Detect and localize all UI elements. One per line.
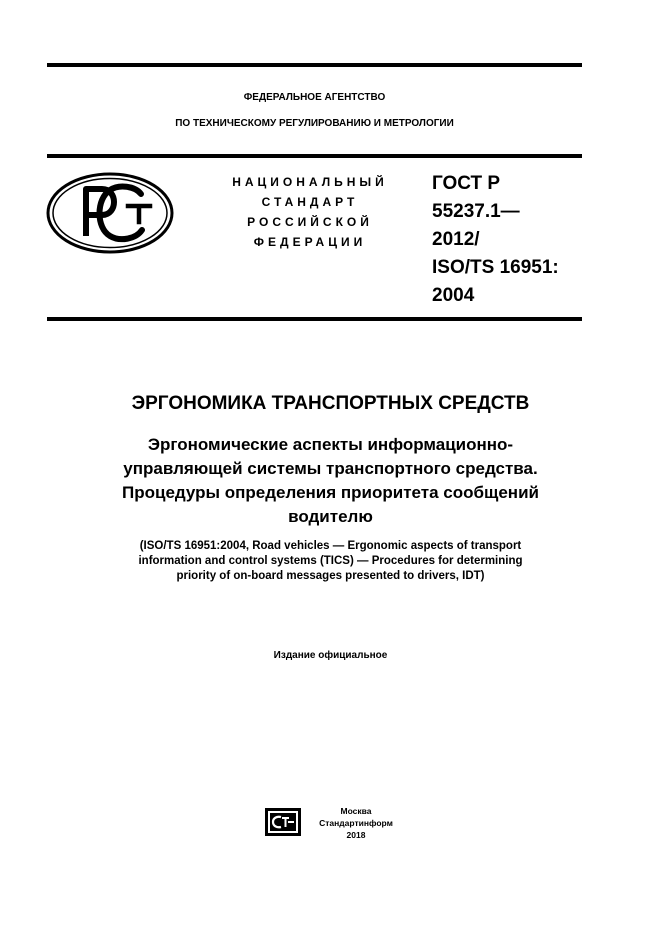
header-bottom-rule [47,317,582,321]
publisher-year: 2018 [346,830,366,840]
publisher-name: Стандартинформ [319,818,393,828]
standard-type-line: ФЕДЕРАЦИИ [253,235,367,249]
iso-reference-line: information and control systems (TICS) — Procedures for determining [138,555,523,567]
standard-type-line: СТАНДАРТ [261,195,359,209]
subtitle-line: Процедуры определения приоритета сообщений [122,483,539,502]
gost-designation-line: 2012/ [432,229,480,250]
iso-reference-line: priority of on-board messages presented to drivers, IDT) [176,570,485,582]
document-subtitle [47,433,614,529]
gost-designation-line: 2004 [432,285,475,306]
publisher-info [310,805,402,841]
header-rule [47,154,582,158]
iso-reference-line: (ISO/TS 16951:2004, Road vehicles — Ergonomic aspects of transport [139,540,522,552]
top-rule [47,63,582,67]
subtitle-line: Эргономические аспекты информационно- [147,435,514,454]
gost-designation [432,170,592,310]
agency-name-line-1: ФЕДЕРАЛЬНОЕ АГЕНТСТВО [243,92,386,103]
gost-designation-line: 55237.1— [432,201,520,222]
subtitle-line: управляющей системы транспортного средства. [123,459,538,478]
standard-type-line: НАЦИОНАЛЬНЫЙ [232,175,388,189]
iso-reference [47,539,614,584]
standard-type-line: РОССИЙСКОЙ [247,215,373,229]
document-title: ЭРГОНОМИКА ТРАНСПОРТНЫХ СРЕДСТВ [131,393,530,414]
gost-designation-line: ISO/TS 16951: [432,257,559,278]
gost-r-logo-icon [46,172,174,254]
subtitle-line: водителю [288,507,373,526]
agency-name-line-2: ПО ТЕХНИЧЕСКОМУ РЕГУЛИРОВАНИЮ И МЕТРОЛОГИИ [175,118,454,129]
standard-type [215,172,405,252]
gost-designation-line: ГОСТ Р [432,173,501,194]
edition-label: Издание официальное [273,650,388,661]
standartinform-logo-icon [265,808,301,836]
publisher-city: Москва [340,806,372,816]
